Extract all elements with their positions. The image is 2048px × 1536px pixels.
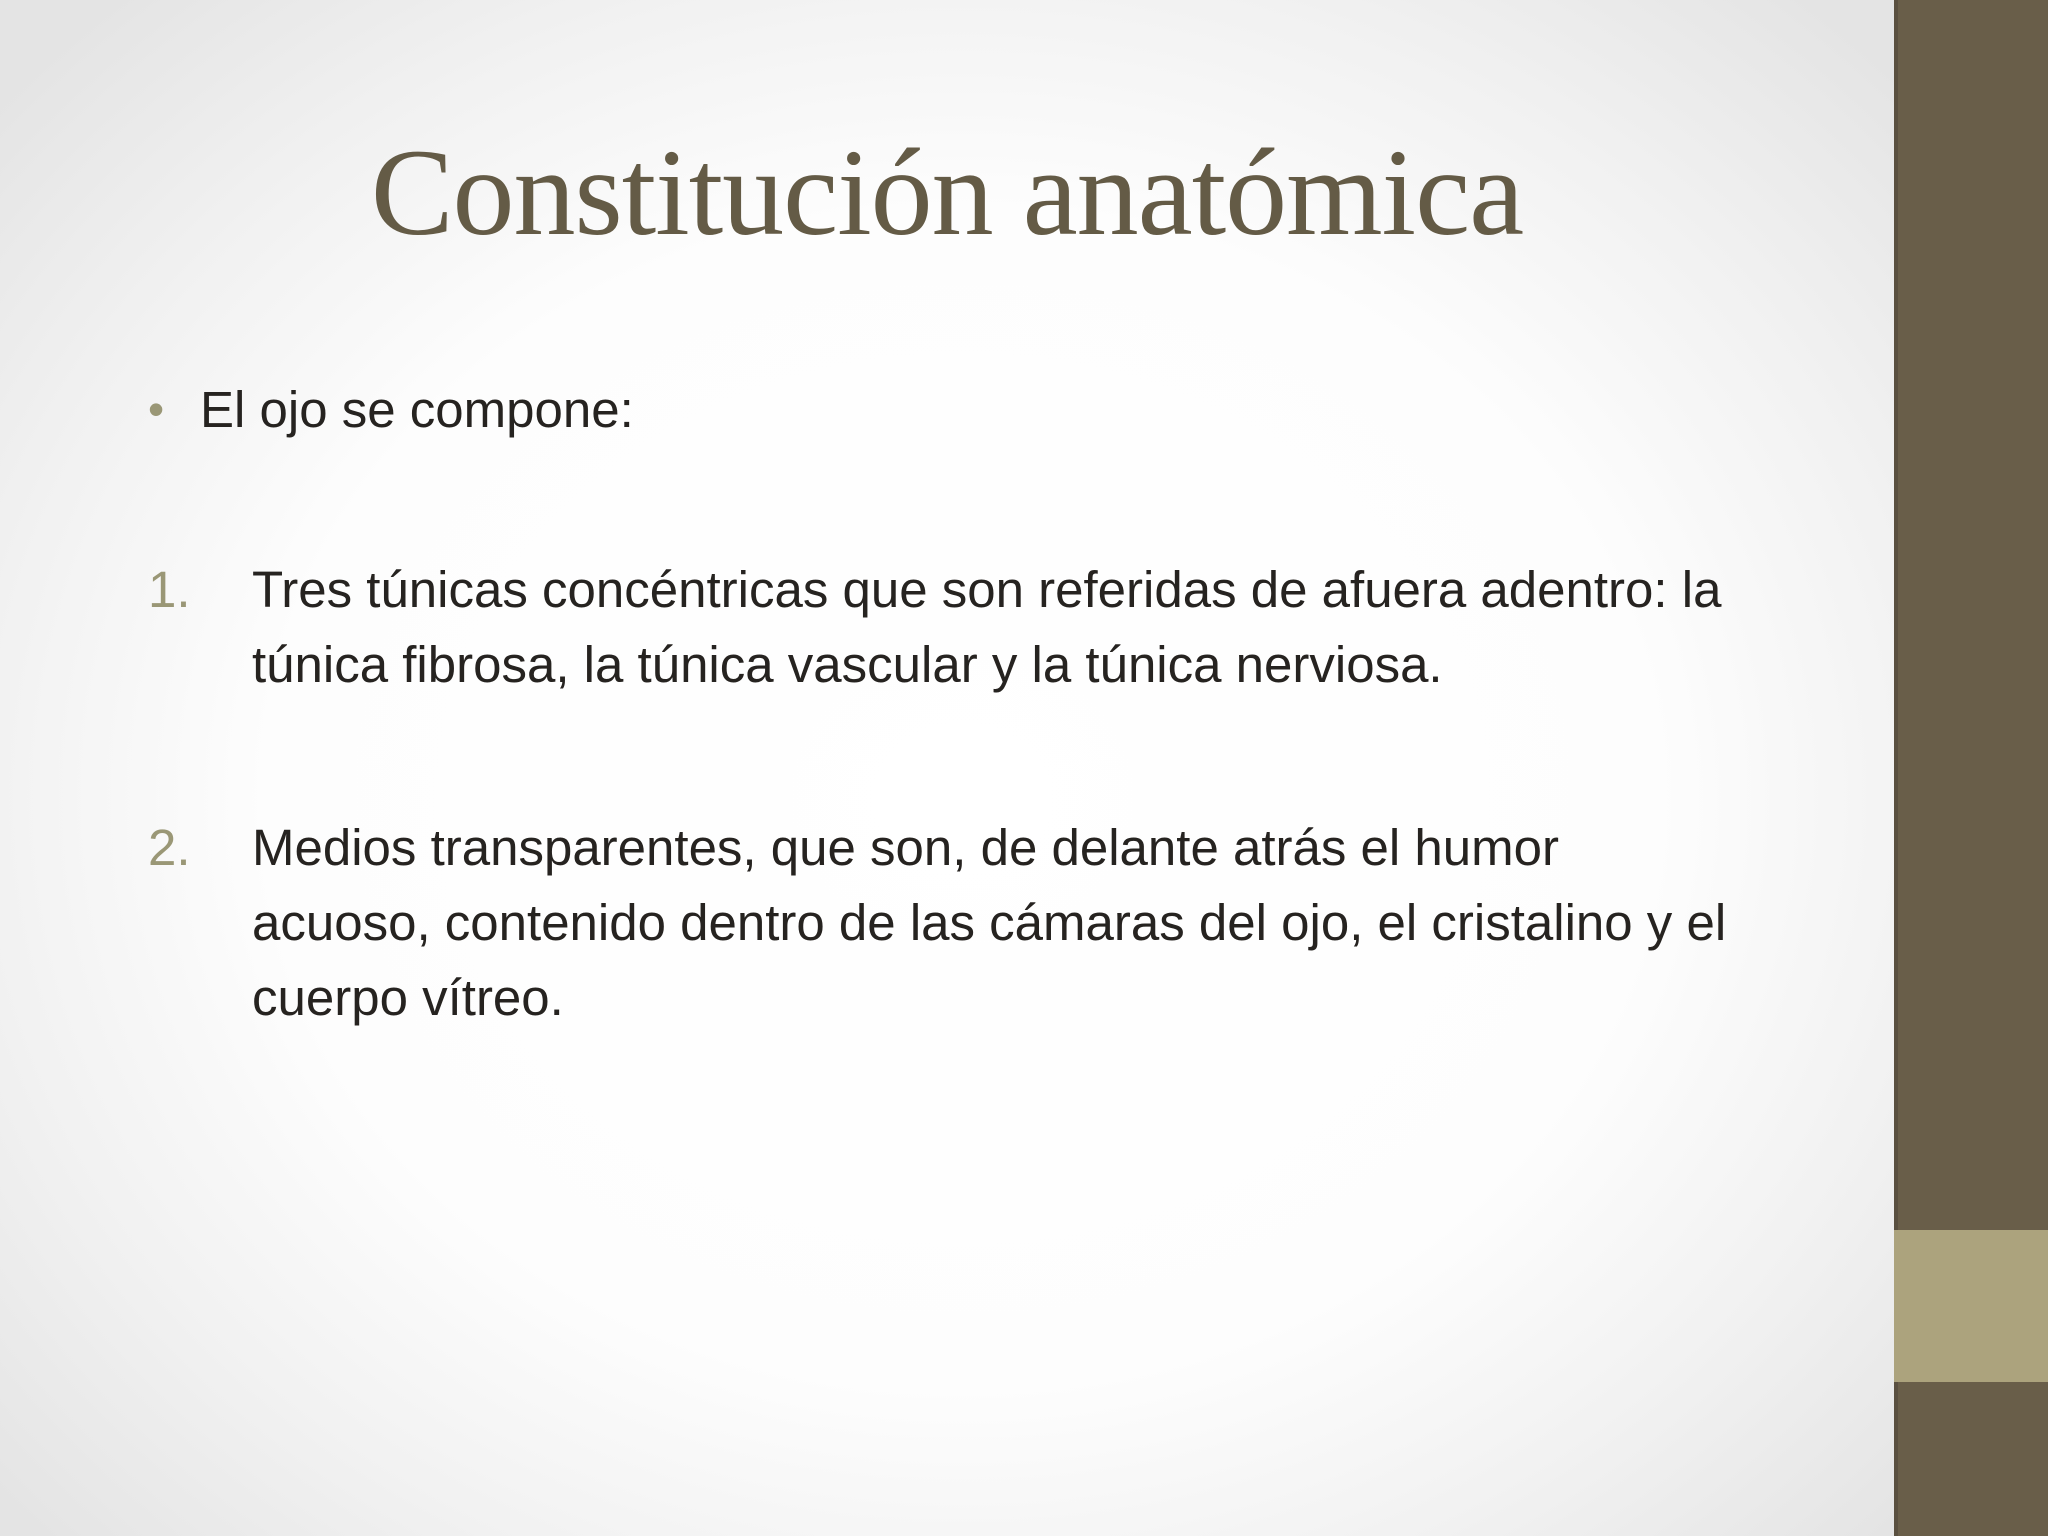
item-number: 1. xyxy=(148,561,191,618)
bullet-text: El ojo se compone: xyxy=(200,381,634,438)
side-accent-block xyxy=(1894,1230,2048,1382)
numbered-item-1 xyxy=(148,552,1748,702)
bullet-marker: • xyxy=(148,383,165,435)
item-text: Medios transparentes, que son, de delante atrás el humor acuoso, contenido dentro de las cámaras del ojo, el cristalino y el cuerpo vítreo. xyxy=(252,819,1727,1026)
numbered-item-2 xyxy=(148,810,1748,1035)
bullet-item xyxy=(148,372,1748,447)
slide-body xyxy=(148,372,1748,1035)
item-text: Tres túnicas concéntricas que son referidas de afuera adentro: la túnica fibrosa, la túnica vascular y la túnica nerviosa. xyxy=(252,561,1722,693)
item-number: 2. xyxy=(148,819,191,876)
slide-title: Constitución anatómica xyxy=(370,124,1524,261)
